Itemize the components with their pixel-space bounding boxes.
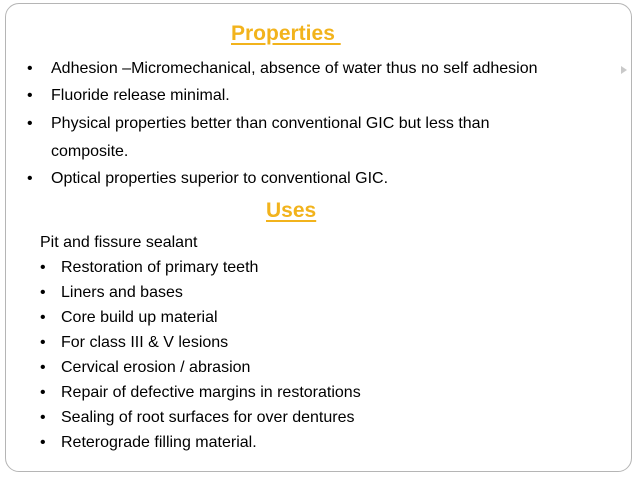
uses-item: Cervical erosion / abrasion (61, 359, 251, 376)
bullet-dot-icon: • (40, 384, 46, 401)
uses-intro: Pit and fissure sealant (40, 234, 198, 251)
bullet-dot-icon: • (40, 334, 46, 351)
properties-item-continuation: composite. (51, 143, 129, 160)
uses-item: Restoration of primary teeth (61, 259, 259, 276)
bullet-dot-icon: • (40, 409, 46, 426)
bullet-dot-icon: • (40, 259, 46, 276)
uses-item: Core build up material (61, 309, 218, 326)
uses-item: Liners and bases (61, 284, 183, 301)
bullet-dot-icon: • (40, 284, 46, 301)
uses-item: For class III & V lesions (61, 334, 229, 351)
slide-nav-arrow-icon[interactable] (621, 66, 627, 74)
properties-item: Fluoride release minimal. (51, 87, 230, 104)
uses-item: Reterograde filling material. (61, 434, 257, 451)
properties-item: Adhesion –Micromechanical, absence of water thus no self adhesion (51, 60, 538, 77)
bullet-dot-icon: • (27, 87, 33, 104)
uses-title: Uses (266, 199, 317, 222)
bullet-dot-icon: • (40, 359, 46, 376)
properties-title: Properties (231, 22, 341, 45)
uses-item: Sealing of root surfaces for over dentures (61, 409, 355, 426)
bullet-dot-icon: • (27, 60, 33, 77)
properties-item: Optical properties superior to conventional GIC. (51, 170, 389, 187)
uses-item: Repair of defective margins in restorations (61, 384, 361, 401)
bullet-dot-icon: • (40, 434, 46, 451)
bullet-dot-icon: • (27, 115, 33, 132)
properties-item: Physical properties better than conventional GIC but less than (51, 115, 490, 132)
bullet-dot-icon: • (27, 170, 33, 187)
bullet-dot-icon: • (40, 309, 46, 326)
